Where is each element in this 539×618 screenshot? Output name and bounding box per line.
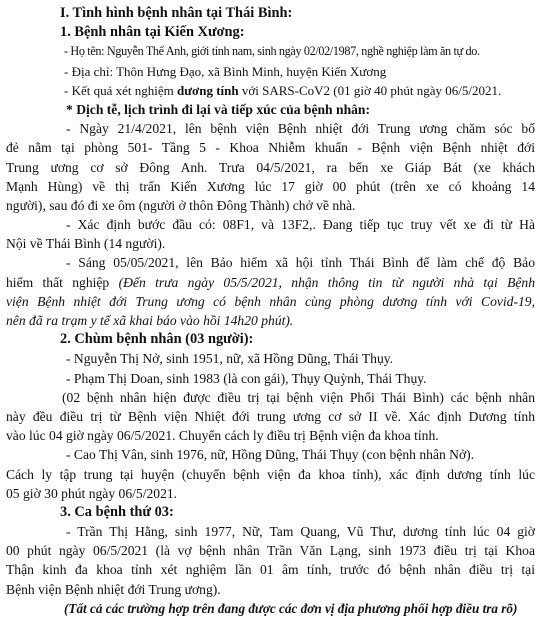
- case2-bullet-2: - Phạm Thị Doan, sinh 1983 (là con gái), Thụy Quỳnh, Thái Thụy.: [66, 370, 427, 386]
- result-prefix: - Kết quả xét nghiệm: [64, 82, 177, 98]
- case3-heading: 3. Ca bệnh thứ 03:: [60, 503, 174, 520]
- para3-prefix: hiểm thất nghiệp: [6, 274, 119, 290]
- case1-heading: 1. Bệnh nhân tại Kiến Xương:: [60, 24, 245, 41]
- case2-para2-line2: Cách ly tập trung tại huyện (chuyển bệnh viện đa khoa tỉnh), xác định dương tính lúc: [6, 466, 535, 482]
- case1-para2-line2: Nội về Thái Bình (14 người).: [6, 236, 166, 252]
- result-positive: dương tính: [177, 82, 239, 98]
- case1-bullet-result: [6, 81, 535, 100]
- section-title: I. Tình hình bệnh nhân tại Thái Bình:: [60, 5, 293, 21]
- case2-heading: 2. Chùm bệnh nhân (03 người):: [60, 331, 254, 348]
- case2-para2-line3: 05 giờ 30 phút ngày 06/5/2021.: [6, 485, 178, 501]
- case2-para2-line1: - Cao Thị Vân, sinh 1976, nữ, Hồng Dũng, Thái Thụy (con bệnh nhân Nở).: [66, 447, 475, 463]
- case2-para1-line1: (02 bệnh nhân hiện được điều trị tại bệnh viện Phổi Thái Bình) các bệnh nhân: [62, 389, 535, 405]
- para3-italic-start: (Đến trưa ngày 05/5/2021, nhận thông tin từ người nhà tại Bệnh: [118, 274, 535, 290]
- case2-para1-line3: vào lúc 04 giờ ngày 06/5/2021. Chuyển cách ly điều trị Bệnh viện đa khoa tỉnh.: [6, 428, 439, 444]
- case3-para-line1: - Trần Thị Hằng, sinh 1977, Nữ, Tam Quang, Vũ Thư, dương tính lúc 04 giờ: [66, 524, 535, 540]
- investigation-note: (Tất cả các trường hợp trên đang được các đơn vị địa phương phối hợp điều tra rõ): [64, 600, 518, 616]
- case1-para1-line5: người), sau đó đi xe ôm (người ở thôn Đông Thành) chở về nhà.: [6, 197, 356, 213]
- epidemiology-heading: * Dịch tễ, lịch trình đi lại và tiếp xúc của bệnh nhân:: [66, 101, 371, 117]
- case1-para1-line4: Mạnh Hùng) về thị trấn Kiến Xương lúc 17 giờ 00 phút (trên xe có khoảng 14: [6, 178, 535, 194]
- case1-bullet-address: - Địa chỉ: Thôn Hưng Đạo, xã Bình Minh, huyện Kiến Xương: [64, 63, 387, 79]
- case1-para2-line1: - Xác định bước đầu có: 08F1, và 13F2,. Đang tiếp tục truy vết xe đi từ Hà: [66, 217, 535, 233]
- case1-para3-line4: nên đã ra trạm y tế xã khai báo vào hồi 14h20 phút).: [6, 313, 294, 328]
- case1-para1-line3: Trung ương cơ sở Đông Anh. Trưa 04/5/2021, ra bến xe Giáp Bát (xe khách: [6, 159, 535, 175]
- case1-bullet-name: - Họ tên: Nguyễn Thế Anh, giới tính nam, sinh ngày 02/02/1987, nghề nghiệp làm ăn tự do.: [64, 44, 480, 59]
- case1-para3-line3: viện Bệnh nhiệt đới Trung ương có bệnh nhân cùng phòng dương tính với Covid-19,: [6, 293, 535, 309]
- case1-para1-line2: đẻ nằm tại phòng 501- Tầng 5 - Khoa Nhiễm khuẩn - Bệnh viện Bệnh nhiệt đới: [6, 140, 535, 156]
- result-suffix: với SARS-CoV2 (01 giờ 40 phút ngày 06/5/2021.: [238, 82, 502, 98]
- case1-para1-line1: - Ngày 21/4/2021, lên bệnh viện Bệnh nhiệt đới Trung ương chăm sóc bố: [66, 121, 535, 137]
- case3-para-line2: 00 phút ngày 06/5/2021 (là vợ bệnh nhân Trần Văn Lạng, sinh 1973 điều trị tại Khoa: [6, 543, 535, 559]
- case2-bullet-1: - Nguyễn Thị Nở, sinh 1951, nữ, xã Hồng Dũng, Thái Thụy.: [66, 351, 394, 367]
- case1-para3-line1: - Sáng 05/05/2021, lên Bảo hiểm xã hội tỉnh Thái Bình để làm chế độ Bảo: [66, 255, 535, 271]
- case3-para-line3: Thận kinh đa khoa tỉnh xét nghiệm lần 01 âm tính, trước đó bệnh nhân điều trị tại: [6, 562, 535, 578]
- case2-para1-line2: này đều điều trị từ Bệnh viện Nhiệt đới trung ương cơ sở II về. Xác định Dương tính: [6, 408, 535, 424]
- case1-para3-line2: [6, 273, 535, 292]
- case3-para-line4: Bệnh viện Bệnh nhiệt đới Trung ương).: [6, 581, 221, 597]
